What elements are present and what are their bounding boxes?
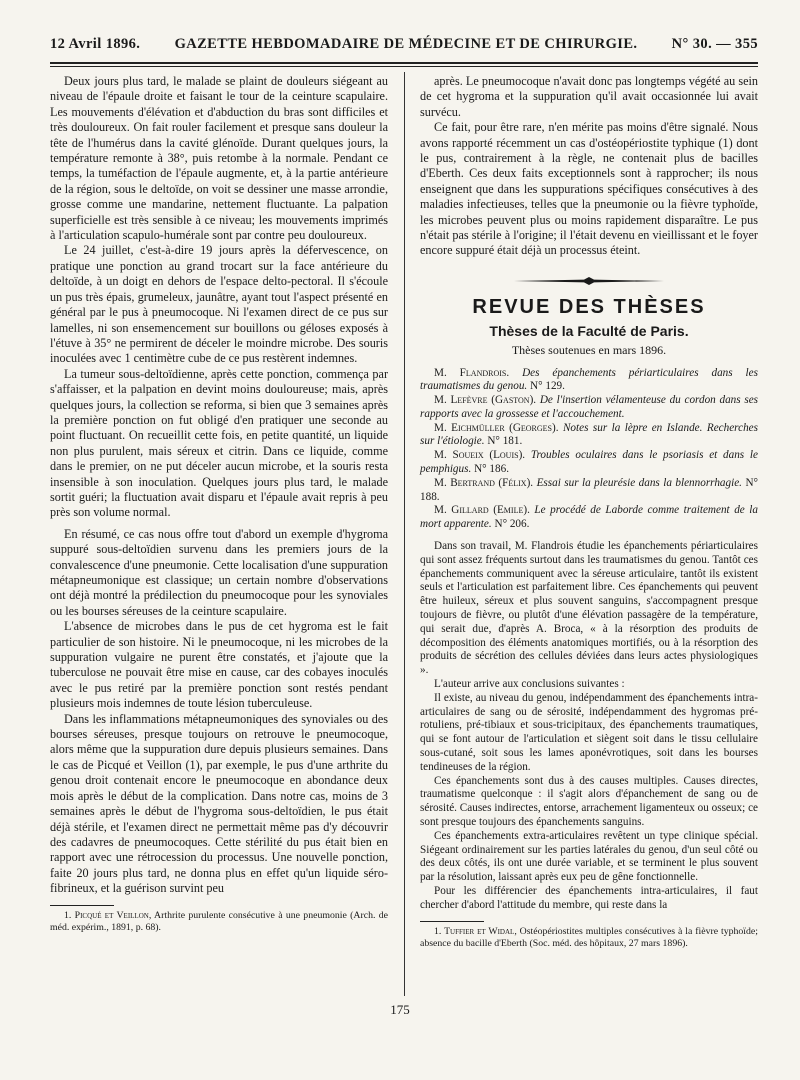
footnote	[420, 926, 758, 950]
thesis-entry: M. Soueix (Louis). Troubles oculaires dans le psoriasis et dans le pemphigus. N° 186.	[420, 449, 758, 476]
footnote-lead: 1. Tuffier et Widal,	[434, 925, 517, 937]
review-paragraph: Il existe, au niveau du genou, indépendamment des épanchements intra-articulaires de sang ou de sérosité, indépendamment des hygromas pré-rotuliens, pré-tibiaux et sous-tricipitaux, des épanchements traumatiques, qui se font autour de l'articulation et siègent soit dans le tissu cellulaire sous-cutané, soit sous les lames aponévrotiques, soit dans les bourses tendineuses de la région.	[420, 691, 758, 773]
thesis-entry: M. Gillard (Emile). Le procédé de Laborde comme traitement de la mort apparente. N° 206.	[420, 504, 758, 531]
left-column	[50, 74, 388, 934]
paragraph: Ce fait, pour être rare, n'en mérite pas moins d'être signalé. Nous avons rapporté récemment un cas d'ostéopériostite typhique (1) dont le pus, contrairement à la règle, ne contenait plus de bacilles d'Eberth. Ces deux faits exceptionnels sont à rapprocher; ils nous enseignent que dans les suppurations spécifiques consécutives à des maladies infectieuses, telles que la pneumonie ou la fièvre typhoïde, les microbes peuvent plus ou moins rapidement disparaître. Le pus n'était pas stérile à l'origine; il l'était devenu en vieillissant et le foyer encore suppuré était déjà un processus éteint.	[420, 120, 758, 258]
review-paragraph: L'auteur arrive aux conclusions suivantes :	[434, 678, 625, 691]
paragraph: L'absence de microbes dans le pus de cet hygroma est le fait particulier de son histoire. Ni le pneumocoque, ni les microbes de la suppuration vulgaire ne purent être constatés, et j'ajoute que la tuberculose ne pouvait être mise en cause, car des cobayes inoculés avec le pus retiré par la première ponction sont restés pendant plusieurs mois indemnes de toute lésion tuberculeuse.	[50, 619, 388, 711]
footnote-rule	[420, 921, 484, 922]
footnote	[50, 910, 388, 934]
thesis-entry: M. Lefèvre (Gaston). De l'insertion vélamenteuse du cordon dans ses rapports avec la grossesse et l'accouchement.	[420, 394, 759, 420]
review-paragraph: Ces épanchements extra-articulaires revêtent un type clinique spécial. Siégeant ordinairement sur les parties latérales du genou, d'un seul côté ou des deux côtés, ils ont une durée variable, et se terminent le plus souvent par la résolution, laissant après eux peu de gêne fonctionnelle.	[420, 829, 758, 884]
footnote-rule	[50, 905, 114, 906]
footnote-lead: 1. Picqué et Veillon,	[64, 909, 152, 921]
paragraph: La tumeur sous-deltoïdienne, après cette ponction, commença par s'affaisser, et la palpation en devint moins douloureuse; mais, après quelques jours, la collection se reforma, si bien que 3 semaines après la première ponction on fut obligé d'en pratiquer une seconde au point fluctuant. On recueillit cette fois, en petite quantité, un liquide non plus purulent, mais séreux et citrin. Dans ce liquide, comme dans le premier, on ne put déceler aucun microbe, et la souris resta insensible à son inoculation. Quelques jours plus tard, le malade sortit guéri; la fluctuation avait disparu et l'épaule avait repris à peu près son volume normal.	[50, 366, 388, 520]
thesis-entry: M. Flandrois. Des épanchements périarticulaires dans les traumatismes du genou. N° 129.	[420, 366, 758, 393]
review-paragraph: Ces épanchements sont dus à des causes multiples. Causes directes, traumatisme quelconque : il s'agit alors d'épanchement de sang ou de sérosité. Causes indirectes, entorse, arrachement ligamenteux ou osseux; ce sont presque toujours des épanchements sanguins.	[420, 774, 758, 828]
paragraph: après. Le pneumocoque n'avait donc pas longtemps végété au sein de cet hygroma et la suppuration qu'il avait occasionnée lui avait survécu.	[420, 74, 758, 119]
right-column	[420, 74, 758, 950]
paragraph: Dans les inflammations métapneumoniques des synoviales ou des bourses séreuses, presque toujours on retrouve le pneumocoque, alors même que la suppuration dure depuis plusieurs semaines. Dans le cas de Picqué et Veillon (1), par exemple, le pus d'une arthrite du genou droit contenait encore le pneumocoque en abondance deux mois après le début de la complication. Dans notre cas, moins de 3 semaines après le début de l'hygroma sous-deltoïdien, le pus était déjà stérile, et l'examen direct ne permettait même pas d'y découvrir des cadavres de pneumocoques. Cette stérilité du pus était bien en rapport avec une rétrocession du processus. Une nouvelle ponction, faite 20 jours plus tard, ne donna plus en effet qu'un liquide séro-fibrineux, et la guérison survint peu	[50, 711, 388, 896]
paragraph: En résumé, ce cas nous offre tout d'abord un exemple d'hygroma suppuré sous-deltoïdien survenu dans les premiers jours de la convalescence d'une pneumonie. Cette localisation d'une suppuration métapneumonique est classique; un certain nombre d'observations ont déjà montré la prédilection du pneumocoque pour les synoviales ou les bourses séreuses de la ceinture scapulaire.	[50, 526, 388, 618]
section-ornament	[420, 275, 758, 290]
thesis-entry: M. Eichmüller (Georges). Notes sur la lèpre en Islande. Recherches sur l'étiologie. N° 181.	[420, 421, 758, 448]
header-rule	[50, 62, 758, 64]
paragraph: Le 24 juillet, c'est-à-dire 19 jours après la défervescence, on pratique une ponction au grand trocart sur la face antérieure du deltoïde, à un doigt en dehors de l'espace delto-pectoral. Il s'écoule un pus très épais, grumeleux, jaunâtre, ayant tout l'aspect présenté en général par le pus à pneumocoque. Ni l'examen direct de ce pus sur lamelles, ni son ensemencement sur bouillons ou géloses exposés à l'étuve à 35° ne permirent de déceler le moindre microbe. Des souris inoculées avec 1 centimètre cube de ce pus restèrent indemnes.	[50, 243, 388, 366]
paragraph: Deux jours plus tard, le malade se plaint de douleurs siégeant au niveau de l'épaule droite et faisant le tour de la ceinture scapulaire. Les mouvements d'élévation et d'abduction du bras sont difficiles et très douloureux. On fait rouler facilement et presque sans douleur la tête de l'humérus dans la cavité glénoïde. Durant quelques jours, la température remonte à 38°, puis retombe à la normale. Pendant ce temps, la tuméfaction de l'épaule augmente, et, à la partie antérieure de la région, sous le deltoïde, on voit se dessiner une masse arrondie, grosse comme une mandarine, nettement fluctuante. La palpation superficielle est très sensible à ce niveau; les mouvements imprimés à l'articulation scapulo-humérale sont par contre peu douloureux.	[50, 74, 388, 243]
header-journal-title: GAZETTE HEBDOMADAIRE DE MÉDECINE ET DE CHIRURGIE.	[174, 36, 638, 52]
subsection-note: Thèses soutenues en mars 1896.	[511, 343, 667, 358]
header-issue: N° 30. — 355	[671, 36, 758, 52]
subsection-title: Thèses de la Faculté de Paris.	[489, 322, 689, 339]
footnote-text: Arthrite purulente consécutive à une pneumonie (Arch. de méd. expérim., 1891, p. 68).	[50, 909, 388, 933]
thesis-entry: M. Bertrand (Félix). Essai sur la pleurésie dans la blennorrhagie. N° 188.	[420, 476, 758, 503]
section-title: REVUE DES THÈSES	[472, 296, 706, 319]
footnote-text: Ostéopériostites multiples consécutives à la fièvre typhoïde; absence du bacille d'Eberth (Soc. méd. des hôpitaux, 27 mars 1896).	[420, 925, 758, 949]
column-divider	[404, 72, 405, 996]
running-header	[50, 36, 758, 58]
header-date: 12 Avril 1896.	[50, 36, 141, 52]
page-number: 175	[390, 1002, 410, 1017]
review-paragraph: Pour les différencier des épanchements intra-articulaires, il faut chercher d'abord l'attitude du membre, qui reste dans la	[420, 884, 758, 911]
review-paragraph: Dans son travail, M. Flandrois étudie les épanchements périarticulaires qui sont assez fréquents surtout dans les traumatismes du genou. Tantôt ces épanchements communiquent avec la séreuse articulaire, tantôt ils existent seuls et l'articulation est parfaitement libre. Ces épanchements qui peuvent être huileux, séreux et plus souvent sanguins, s'accompagnent presque toujours de fièvre, ou plutôt d'une élévation passagère de la température, qui serait due, d'après A. Broca, « à la résorption des produits de décomposition des éléments anatomiques mortifiés, ou à la résorption des produits de sécrétion des cellules déviées dans leurs actes physiologiques ».	[420, 540, 758, 677]
header-rule-thin	[50, 66, 758, 67]
